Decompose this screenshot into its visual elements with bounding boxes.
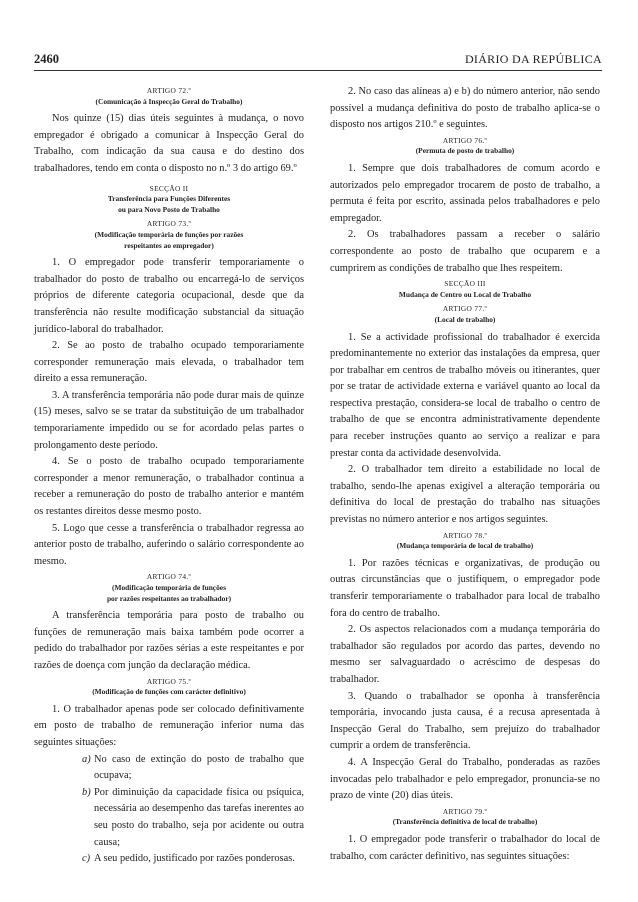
article-78-title: ARTIGO 78.º [442,530,488,540]
article-74-subtitle-line-2: por razões respeitantes ao trabalhador) [106,593,232,603]
section-2-subtitle-line-1: Transferência para Funções Diferentes [107,194,231,204]
left-column [34,84,304,868]
article-75-subtitle: (Modificação de funções com carácter definitivo) [92,687,246,697]
article-75-paragraph-2: 2. No caso das alíneas a) e b) do número anterior, não sendo possível a mudança definitiva do posto de trabalho aplica-se o disposto nos artigos 210.º e seguintes. [330,86,600,131]
list-item-letter: a) [82,753,91,765]
list-item-letter: b) [82,786,91,798]
article-73-subtitle-line-1: (Modificação temporária de funções por razões [94,229,244,239]
article-77-paragraph-1: 1. Se a actividade profissional do trabalhador é exercida predominantemente no exterior das instalações da empresa, quer por trabalhar em centros de trabalho móveis ou itinerantes, quer por se tratar de actividade externa e variável quanto ao local da respectiva prestação, considera-se local de trabalho o centro de trabalho de que se encontra administrativamente dependente para receber instruções quanto ao serviço a realizar e para prestar conta da actividade desenvolvida. [330,331,600,459]
section-3-title: SECÇÃO III [444,279,486,289]
article-74-heading [34,572,304,604]
article-73-paragraph-1: 1. O empregador pode transferir temporariamente o trabalhador do posto de trabalho ou encarregá-lo de serviços próprios de diferente categoria ocupacional, desde que da transferência não resulte modificação substancial da situação jurídico-laboral do trabalhador. [34,257,304,335]
article-73-heading [34,219,304,251]
article-73-paragraph-4: 4. Se o posto de trabalho ocupado temporariamente corresponder a menor remuneração, o trabalhador continua a receber a remuneração do posto de trabalho anterior e mantém os restantes direitos desse mesmo posto. [34,456,304,518]
article-73-subtitle-line-2: respeitantes ao empregador) [124,240,214,250]
list-item-text: Por diminuição da capacidade física ou psíquica, necessária ao desempenho das tarefas inerentes ao seu posto do trabalho, seja por acidente ou outra causa; [94,786,304,848]
page-header [34,52,602,70]
header-rule [34,70,602,71]
article-75-paragraph-1: 1. O trabalhador apenas pode ser colocado definitivamente em posto de trabalho de remuneração inferior numa das seguintes situações: [34,703,304,748]
article-76-heading [330,136,600,157]
article-73-paragraph-3: 3. A transferência temporária não pode durar mais de quinze (15) meses, salvo se se tratar da substituição de um trabalhador temporariamente impedido ou se for acordado pelas partes o prolongamento deste período. [34,389,304,451]
article-77-subtitle: (Local de trabalho) [434,314,496,324]
section-3-heading [330,279,600,300]
article-78-heading [330,531,600,552]
article-72-title: ARTIGO 72.º [146,86,192,95]
article-75-title: ARTIGO 75.º [146,676,192,686]
article-79-title: ARTIGO 79.º [442,806,488,816]
article-79-paragraph-1: 1. O empregador pode transferir o trabalhador do local de trabalho, com carácter definitivo, nas seguintes situações: [330,833,600,862]
article-77-title: ARTIGO 77.º [442,304,488,314]
section-3-subtitle: Mudança de Centro ou Local de Trabalho [398,289,532,299]
list-item [34,752,304,785]
article-73-paragraph-2: 2. Se ao posto de trabalho ocupado temporariamente corresponder remuneração mais elevada, o trabalhador tem direito a essa remuneração. [34,340,304,385]
article-77-heading [330,304,600,325]
list-item [34,851,304,868]
article-76-paragraph-2: 2. Os trabalhadores passam a receber o salário correspondente ao posto de trabalho que ocuparem e a cumprirem as condições de trabalho que lhes respeitem. [330,229,600,274]
list-item-text: A seu pedido, justificado por razões ponderosas. [94,853,295,865]
article-73-title: ARTIGO 73.º [146,219,192,229]
article-74-paragraph-1: A transferência temporária para posto de trabalho ou funções de remuneração mais baixa também pode ocorrer a pedido do trabalhador por razões sérias a este respeitantes e por razões de doença com junção da declaração médica. [34,610,304,671]
article-78-subtitle: (Mudança temporária de local de trabalho) [396,541,534,551]
article-78-paragraph-3: 3. Quando o trabalhador se oponha à transferência temporária, invocando justa causa, é a recusa apresentada à Inspecção Geral do Trabalho, sem prejuízo do trabalhador cumprir a ordem de transferência. [330,690,600,752]
article-77-paragraph-2: 2. O trabalhador tem direito a estabilidade no local de trabalho, sendo-lhe apenas exigível a alteração temporária ou definitiva do local de prestação do trabalho nas situações previstas no número anterior e nos artigos seguintes. [330,464,600,526]
right-column [330,84,600,865]
journal-title: DIÁRIO DA REPÚBLICA [464,52,602,66]
article-74-title: ARTIGO 74.º [146,572,192,582]
list-item-letter: c) [82,853,91,865]
article-72-heading [34,86,304,107]
page-number: 2460 [34,52,59,66]
article-78-paragraph-1: 1. Por razões técnicas e organizativas, de produção ou outras circunstâncias que o justifiquem, o empregador pode transferir temporariamente o trabalhador para local de trabalho fora do centro de trabalho. [330,557,600,619]
article-78-paragraph-2: 2. Os aspectos relacionados com a mudança temporária do trabalhador são regulados por acordo das partes, devendo no mesmo ser salvaguardado o acréscimo de despesas do trabalhador. [330,624,600,685]
article-72-subtitle: (Comunicação à Inspecção Geral do Trabalho) [95,96,243,106]
article-72-paragraph-1: Nos quinze (15) dias úteis seguintes à mudança, o novo empregador é obrigado a comunicar à Inspecção Geral do Trabalho, com indicação da sua causa e do destino dos trabalhadores, tendo em conta o disposto no n.º 3 do artigo 69.º [34,113,304,174]
article-74-subtitle-line-1: (Modificação temporária de funções [112,583,226,592]
article-76-paragraph-1: 1. Sempre que dois trabalhadores de comum acordo e autorizados pelo empregador trocarem de posto de trabalho, a permuta é feita por escrito, assinada pelos trabalhadores e pelo empregador. [330,162,600,224]
article-78-paragraph-4: 4. A Inspecção Geral do Trabalho, ponderadas as razões invocadas pelo trabalhador e pelo empregador, pronuncia-se no prazo de vinte (20) dias úteis. [330,756,600,802]
section-2-heading [34,184,304,216]
article-79-subtitle: (Transferência definitiva de local de trabalho) [392,817,538,827]
section-2-title: SECÇÃO II [149,183,189,193]
article-76-title: ARTIGO 76.º [442,135,488,145]
article-76-subtitle: (Permuta de posto de trabalho) [415,146,515,156]
section-2-subtitle-line-2: ou para Novo Posto de Trabalho [118,204,220,214]
list-item [34,785,304,851]
article-79-heading [330,807,600,828]
list-item-text: No caso de extinção do posto de trabalho que ocupava; [94,753,304,782]
article-73-paragraph-5: 5. Logo que cesse a transferência o trabalhador regressa ao anterior posto de trabalho, auferindo o salário correspondente ao mesmo. [34,522,304,567]
article-75-heading [34,677,304,698]
